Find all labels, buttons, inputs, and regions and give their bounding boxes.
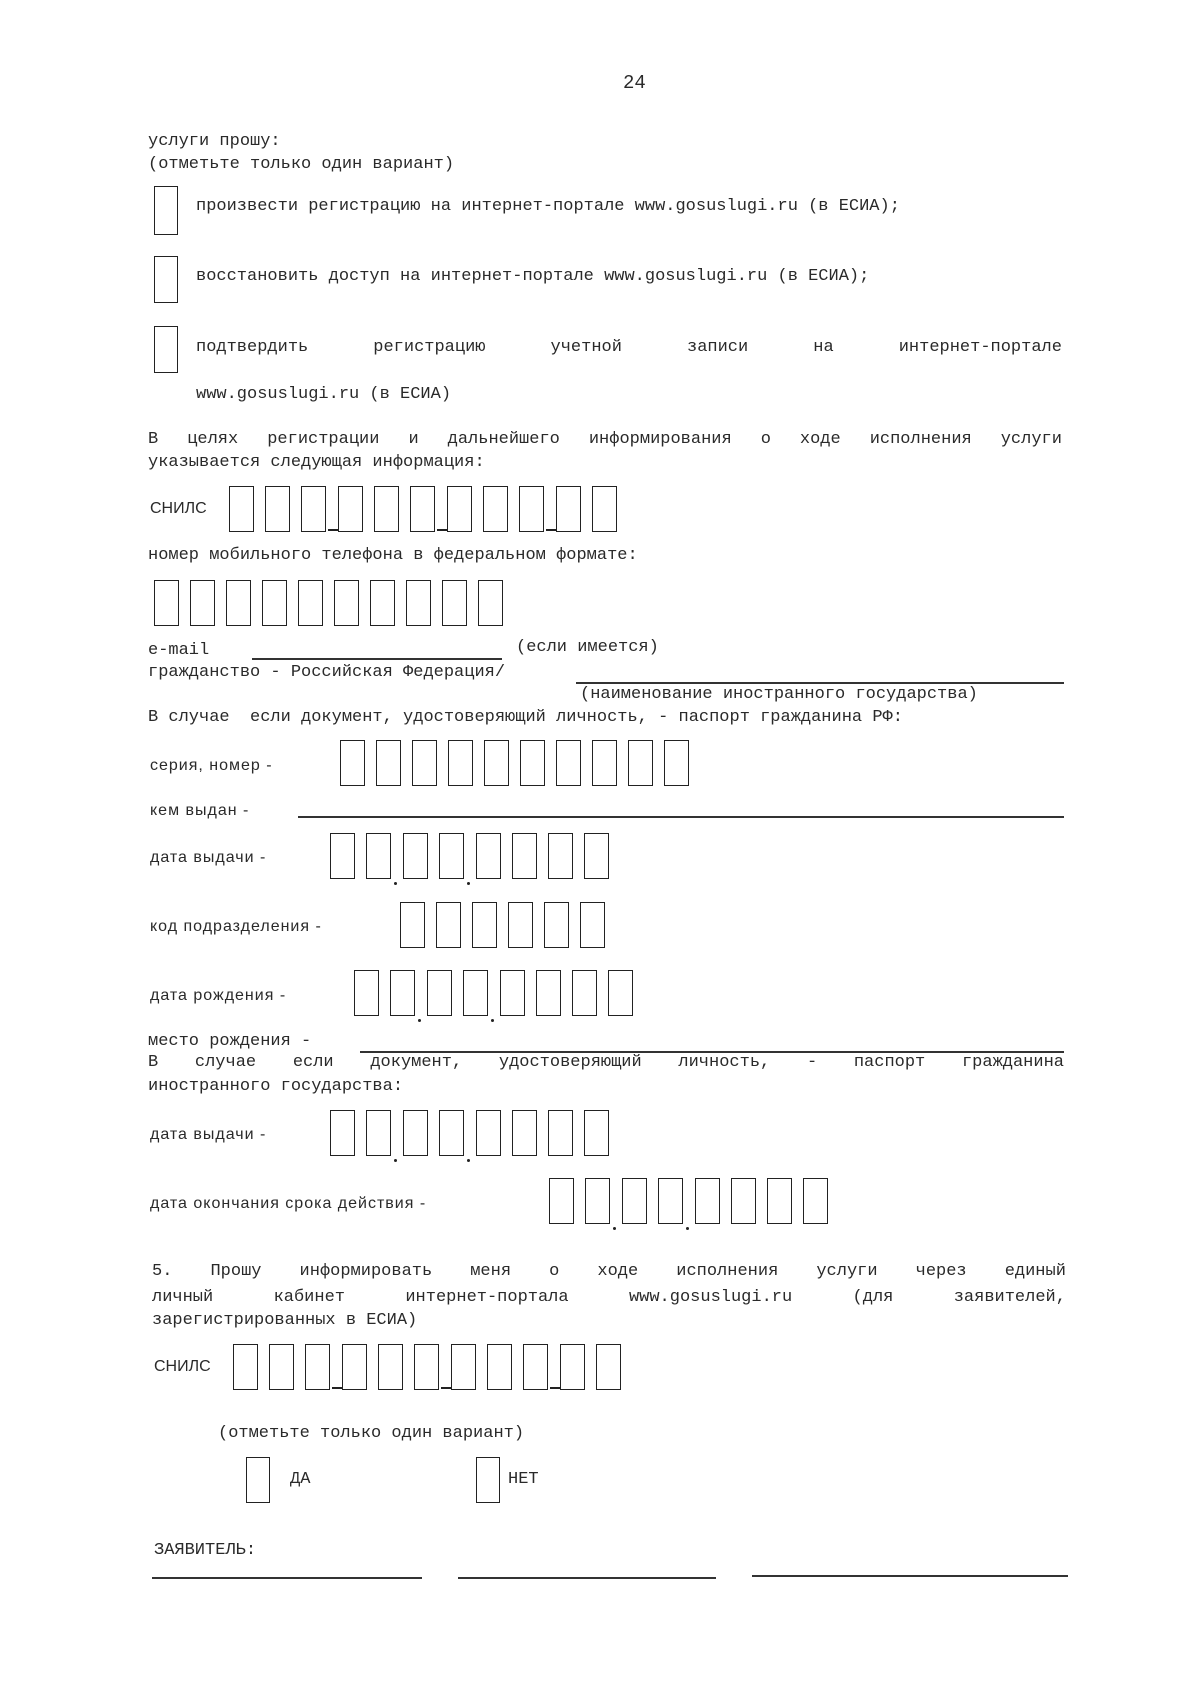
reg-word: дальнейшего	[447, 430, 560, 449]
s5-word: информировать	[299, 1262, 433, 1281]
yes-label: ДА	[290, 1470, 311, 1489]
rf-passport-case: В случае если документ, удостоверяющий личность, - паспорт гражданина РФ:	[148, 708, 903, 727]
reg-word: исполнения	[869, 430, 972, 449]
digit-cell[interactable]	[463, 970, 488, 1016]
digit-cell[interactable]	[483, 486, 508, 532]
yes-checkbox[interactable]	[246, 1457, 270, 1503]
digit-cell[interactable]	[731, 1178, 756, 1224]
s5-word: заявителей,	[953, 1288, 1066, 1307]
no-checkbox[interactable]	[476, 1457, 500, 1503]
fp-word: личность,	[678, 1053, 771, 1072]
separator-dash	[550, 1387, 560, 1389]
section5-line-3: зарегистрированных в ЕСИА)	[152, 1311, 418, 1330]
digit-cell[interactable]	[803, 1178, 828, 1224]
mobile-label: номер мобильного телефона в федеральном формате:	[148, 546, 638, 565]
digit-cell[interactable]	[584, 1110, 609, 1156]
digit-cell[interactable]	[592, 740, 617, 786]
email-note: (если имеется)	[516, 638, 659, 657]
digit-cell[interactable]	[695, 1178, 720, 1224]
digit-cell[interactable]	[628, 740, 653, 786]
separator-dot	[491, 1019, 494, 1022]
confirm-option-line-2: www.gosuslugi.ru (в ЕСИА)	[196, 385, 452, 404]
restore-checkbox[interactable]	[154, 256, 178, 303]
digit-cell[interactable]	[536, 970, 561, 1016]
digit-cell[interactable]	[390, 970, 415, 1016]
digit-cell[interactable]	[608, 970, 633, 1016]
digit-cell[interactable]	[298, 580, 323, 626]
separator-dot	[686, 1227, 689, 1230]
digit-cell[interactable]	[439, 833, 464, 879]
citizenship-label: гражданство - Российская Федерация/	[148, 663, 506, 682]
digit-cell[interactable]	[262, 580, 287, 626]
reg-word: и	[408, 430, 419, 449]
expiry-date-cells	[549, 1178, 839, 1224]
digit-cell[interactable]	[487, 1344, 512, 1390]
digit-cell[interactable]	[476, 1110, 501, 1156]
digit-cell[interactable]	[403, 833, 428, 879]
digit-cell[interactable]	[622, 1178, 647, 1224]
digit-cell[interactable]	[519, 486, 544, 532]
confirm-word: подтвердить	[196, 338, 309, 357]
digit-cell[interactable]	[478, 580, 503, 626]
digit-cell[interactable]	[500, 970, 525, 1016]
register-checkbox[interactable]	[154, 186, 178, 235]
restore-option-label: восстановить доступ на интернет-портале www.gosuslugi.ru (в ЕСИА);	[196, 267, 870, 286]
digit-cell[interactable]	[556, 486, 581, 532]
applicant-label: ЗАЯВИТЕЛЬ:	[154, 1541, 257, 1560]
digit-cell[interactable]	[403, 1110, 428, 1156]
digit-cell[interactable]	[592, 486, 617, 532]
separator-dot	[418, 1019, 421, 1022]
digit-cell[interactable]	[229, 486, 254, 532]
mobile-cells	[154, 580, 514, 626]
digit-cell[interactable]	[512, 833, 537, 879]
digit-cell[interactable]	[233, 1344, 258, 1390]
digit-cell[interactable]	[427, 970, 452, 1016]
choice-note: (отметьте только один вариант)	[218, 1424, 525, 1443]
s5-word: интернет-портала	[405, 1288, 569, 1307]
confirm-word: интернет-портале	[898, 338, 1062, 357]
page-number: 24	[623, 72, 646, 94]
digit-cell[interactable]	[400, 902, 425, 948]
reg-word: В	[148, 430, 159, 449]
digit-cell[interactable]	[354, 970, 379, 1016]
division-code-label: код подразделения -	[150, 918, 322, 935]
separator-dash	[441, 1387, 451, 1389]
digit-cell[interactable]	[664, 740, 689, 786]
foreign-issue-date-cells	[330, 1110, 620, 1156]
digit-cell[interactable]	[330, 1110, 355, 1156]
digit-cell[interactable]	[414, 1344, 439, 1390]
digit-cell[interactable]	[548, 1110, 573, 1156]
separator-dash	[328, 529, 338, 531]
section5-line-2	[152, 1288, 1066, 1307]
confirm-word: на	[813, 338, 834, 357]
fp-word: -	[806, 1053, 818, 1072]
confirm-word: учетной	[550, 338, 622, 357]
birth-date-cells	[354, 970, 644, 1016]
digit-cell[interactable]	[436, 902, 461, 948]
separator-dot	[394, 882, 397, 885]
s5-word: ходе	[597, 1262, 639, 1281]
separator-dash	[332, 1387, 342, 1389]
fp-word: паспорт	[853, 1053, 926, 1072]
confirm-word: регистрацию	[373, 338, 486, 357]
digit-cell[interactable]	[447, 486, 472, 532]
register-option-label: произвести регистрацию на интернет-портале www.gosuslugi.ru (в ЕСИА);	[196, 197, 900, 216]
signature-line[interactable]	[458, 1577, 716, 1579]
fp-word: если	[292, 1053, 334, 1072]
s5-word: (для	[852, 1288, 894, 1307]
digit-cell[interactable]	[442, 580, 467, 626]
digit-cell[interactable]	[338, 486, 363, 532]
confirm-word: записи	[687, 338, 749, 357]
snils-cells	[229, 486, 628, 532]
division-code-cells	[400, 902, 616, 948]
digit-cell[interactable]	[544, 902, 569, 948]
s5-word: единый	[1004, 1262, 1066, 1281]
digit-cell[interactable]	[378, 1344, 403, 1390]
digit-cell[interactable]	[580, 902, 605, 948]
snils2-cells	[233, 1344, 632, 1390]
separator-dot	[394, 1159, 397, 1162]
digit-cell[interactable]	[596, 1344, 621, 1390]
digit-cell[interactable]	[572, 970, 597, 1016]
issued-by-field[interactable]	[298, 816, 1064, 818]
digit-cell[interactable]	[520, 740, 545, 786]
s5-word: личный	[152, 1288, 214, 1307]
confirm-option-line-1	[196, 338, 1062, 357]
digit-cell[interactable]	[512, 1110, 537, 1156]
digit-cell[interactable]	[472, 902, 497, 948]
foreign-passport-line-2: иностранного государства:	[148, 1077, 404, 1096]
digit-cell[interactable]	[767, 1178, 792, 1224]
signature-line[interactable]	[752, 1575, 1068, 1577]
digit-cell[interactable]	[556, 740, 581, 786]
digit-cell[interactable]	[549, 1178, 574, 1224]
digit-cell[interactable]	[265, 486, 290, 532]
digit-cell[interactable]	[548, 833, 573, 879]
separator-dot	[613, 1227, 616, 1230]
fp-word: гражданина	[961, 1053, 1064, 1072]
s5-word: Прошу	[210, 1262, 262, 1281]
registration-info-line-1	[148, 430, 1062, 449]
foreign-state-note: (наименование иностранного государства)	[580, 685, 978, 704]
fp-word: документ,	[370, 1053, 463, 1072]
section5-line-1	[152, 1262, 1066, 1281]
separator-dot	[467, 882, 470, 885]
separator-dot	[467, 1159, 470, 1162]
fp-word: удостоверяющий	[498, 1053, 642, 1072]
foreign-state-field[interactable]	[576, 682, 1064, 684]
s5-word: меня	[470, 1262, 512, 1281]
digit-cell[interactable]	[439, 1110, 464, 1156]
digit-cell[interactable]	[226, 580, 251, 626]
digit-cell[interactable]	[523, 1344, 548, 1390]
digit-cell[interactable]	[584, 833, 609, 879]
digit-cell[interactable]	[269, 1344, 294, 1390]
digit-cell[interactable]	[451, 1344, 476, 1390]
issued-by-label: кем выдан -	[150, 802, 250, 819]
foreign-issue-date-label: дата выдачи -	[150, 1126, 267, 1143]
s5-word: через	[915, 1262, 967, 1281]
expiry-date-label: дата окончания срока действия -	[150, 1195, 427, 1212]
birth-date-label: дата рождения -	[150, 987, 287, 1004]
snils-label: СНИЛС	[150, 500, 207, 517]
digit-cell[interactable]	[366, 1110, 391, 1156]
digit-cell[interactable]	[585, 1178, 610, 1224]
digit-cell[interactable]	[448, 740, 473, 786]
email-label: e-mail	[148, 641, 210, 660]
issue-date-label: дата выдачи -	[150, 849, 267, 866]
digit-cell[interactable]	[560, 1344, 585, 1390]
fp-word: случае	[194, 1053, 257, 1072]
confirm-checkbox[interactable]	[154, 326, 178, 373]
separator-dash	[437, 529, 447, 531]
s5-word: 5.	[152, 1262, 173, 1281]
digit-cell[interactable]	[410, 486, 435, 532]
digit-cell[interactable]	[154, 580, 179, 626]
intro-line-1: услуги прошу:	[148, 132, 281, 151]
series-number-label: серия, номер -	[150, 757, 273, 774]
digit-cell[interactable]	[301, 486, 326, 532]
digit-cell[interactable]	[484, 740, 509, 786]
digit-cell[interactable]	[340, 740, 365, 786]
s5-word: услуги	[816, 1262, 878, 1281]
digit-cell[interactable]	[412, 740, 437, 786]
reg-word: услуги	[1000, 430, 1062, 449]
email-field[interactable]	[252, 658, 502, 660]
issue-date-cells	[330, 833, 620, 879]
reg-word: о	[760, 430, 771, 449]
registration-info-line-2: указывается следующая информация:	[148, 453, 485, 472]
foreign-passport-line-1	[148, 1053, 1064, 1072]
digit-cell[interactable]	[334, 580, 359, 626]
s5-word: кабинет	[273, 1288, 345, 1307]
fp-word: В	[148, 1053, 159, 1072]
s5-word: исполнения	[676, 1262, 779, 1281]
intro-line-2: (отметьте только один вариант)	[148, 155, 455, 174]
birth-place-label: место рождения -	[148, 1032, 312, 1051]
digit-cell[interactable]	[376, 740, 401, 786]
no-label: НЕТ	[508, 1470, 539, 1489]
series-number-cells	[340, 740, 700, 786]
s5-word: о	[549, 1262, 560, 1281]
digit-cell[interactable]	[406, 580, 431, 626]
digit-cell[interactable]	[342, 1344, 367, 1390]
digit-cell[interactable]	[508, 902, 533, 948]
reg-word: информирования	[588, 430, 732, 449]
reg-word: целях	[187, 430, 239, 449]
digit-cell[interactable]	[476, 833, 501, 879]
signature-line[interactable]	[152, 1577, 422, 1579]
snils2-label: СНИЛС	[154, 1358, 211, 1375]
digit-cell[interactable]	[374, 486, 399, 532]
reg-word: ходе	[799, 430, 841, 449]
digit-cell[interactable]	[370, 580, 395, 626]
digit-cell[interactable]	[190, 580, 215, 626]
digit-cell[interactable]	[305, 1344, 330, 1390]
reg-word: регистрации	[267, 430, 380, 449]
digit-cell[interactable]	[658, 1178, 683, 1224]
s5-word: www.gosuslugi.ru	[628, 1288, 793, 1307]
separator-dash	[546, 529, 556, 531]
digit-cell[interactable]	[330, 833, 355, 879]
digit-cell[interactable]	[366, 833, 391, 879]
